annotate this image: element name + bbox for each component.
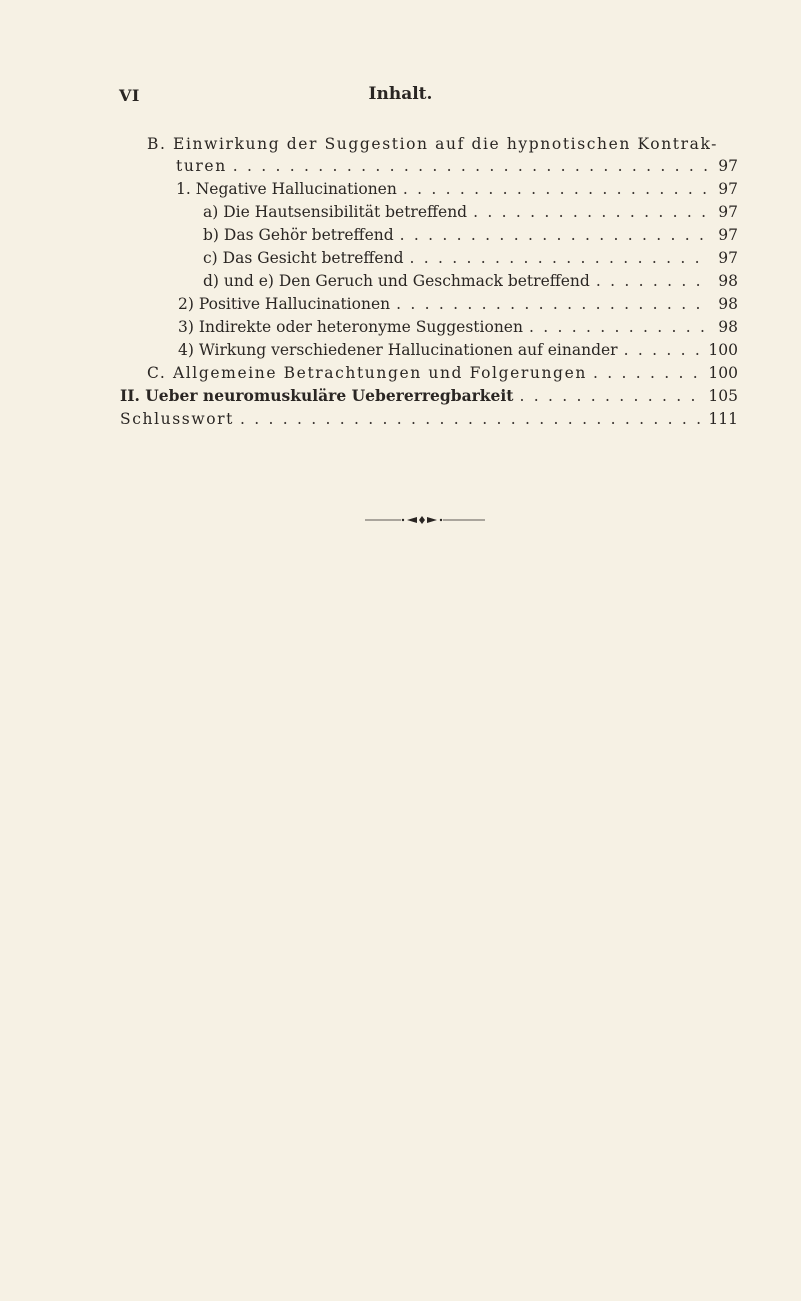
toc-entry-label: 2) Positive Hallucinationen bbox=[178, 295, 391, 313]
toc-leader-dots bbox=[394, 224, 708, 246]
toc-leader-dots bbox=[618, 339, 701, 361]
page-number: VI bbox=[119, 86, 140, 105]
toc-entry-gesicht bbox=[203, 247, 738, 269]
toc-leader-dots bbox=[590, 270, 708, 292]
toc-entry-gehoer bbox=[203, 224, 738, 246]
toc-entry-label: 4) Wirkung verschiedener Hallucinationen auf einander bbox=[178, 341, 618, 359]
toc-entry-wirkung-hallucinationen bbox=[178, 339, 738, 361]
toc-leader-dots bbox=[404, 247, 709, 269]
toc-leader-dots bbox=[467, 201, 708, 223]
toc-entry-label: C. Allgemeine Betrachtungen und Folgerungen bbox=[147, 364, 587, 382]
toc-entry-label: d) und e) Den Geruch und Geschmack betreffend bbox=[203, 272, 590, 290]
toc-entry-label: c) Das Gesicht betreffend bbox=[203, 249, 404, 267]
toc-entry-page: 98 bbox=[718, 318, 738, 336]
toc-leader-dots bbox=[513, 385, 700, 407]
toc-entry-label: 1. Negative Hallucinationen bbox=[176, 180, 397, 198]
toc-entry-hautsensibilitaet bbox=[203, 201, 738, 223]
toc-entry-label: b) Das Gehör betreffend bbox=[203, 226, 394, 244]
toc-entry-indirekte-suggestionen bbox=[178, 316, 738, 338]
toc-entry-b-continuation bbox=[176, 155, 738, 177]
page-title: Inhalt. bbox=[368, 84, 433, 104]
toc-entry-geruch-geschmack bbox=[203, 270, 738, 292]
toc-entry-page: 111 bbox=[708, 410, 738, 428]
toc-leader-dots bbox=[390, 293, 708, 315]
toc-entry-b-heading bbox=[147, 133, 738, 155]
toc-leader-dots bbox=[587, 362, 700, 384]
toc-entry-page: 97 bbox=[718, 180, 738, 198]
toc-leader-dots bbox=[234, 408, 700, 430]
toc-entry-page: 98 bbox=[718, 272, 738, 290]
toc-entry-ii-uebererregbarkeit bbox=[120, 385, 738, 407]
toc-entry-label: a) Die Hautsensibilität betreffend bbox=[203, 203, 468, 221]
toc-entry-label: B. Einwirkung der Suggestion auf die hypnotischen Kontrak- bbox=[147, 135, 719, 153]
toc-entry-page: 97 bbox=[718, 157, 738, 175]
toc-entry-c-allgemeine bbox=[147, 362, 738, 384]
toc-entry-schlusswort bbox=[120, 408, 738, 430]
toc-entry-positive-hallucinationen bbox=[178, 293, 738, 315]
toc-leader-dots bbox=[227, 155, 708, 177]
toc-entry-negative-hallucinationen bbox=[176, 178, 738, 200]
end-ornament bbox=[365, 513, 485, 527]
toc-entry-page: 97 bbox=[718, 226, 738, 244]
toc-leader-dots bbox=[397, 178, 708, 200]
toc-leader-dots bbox=[523, 316, 708, 338]
toc-entry-page: 105 bbox=[708, 387, 738, 405]
toc-entry-page: 100 bbox=[708, 341, 738, 359]
toc-entry-page: 97 bbox=[718, 249, 738, 267]
toc-entry-label: Schlusswort bbox=[120, 410, 234, 428]
toc-entry-page: 100 bbox=[708, 364, 738, 382]
toc-entry-label: II. Ueber neuromuskuläre Uebererregbarkeit bbox=[120, 386, 514, 405]
toc-entry-label: turen bbox=[176, 157, 227, 175]
toc-entry-page: 98 bbox=[718, 295, 738, 313]
toc-entry-page: 97 bbox=[718, 203, 738, 221]
toc-entry-label: 3) Indirekte oder heteronyme Suggestionen bbox=[178, 318, 523, 336]
